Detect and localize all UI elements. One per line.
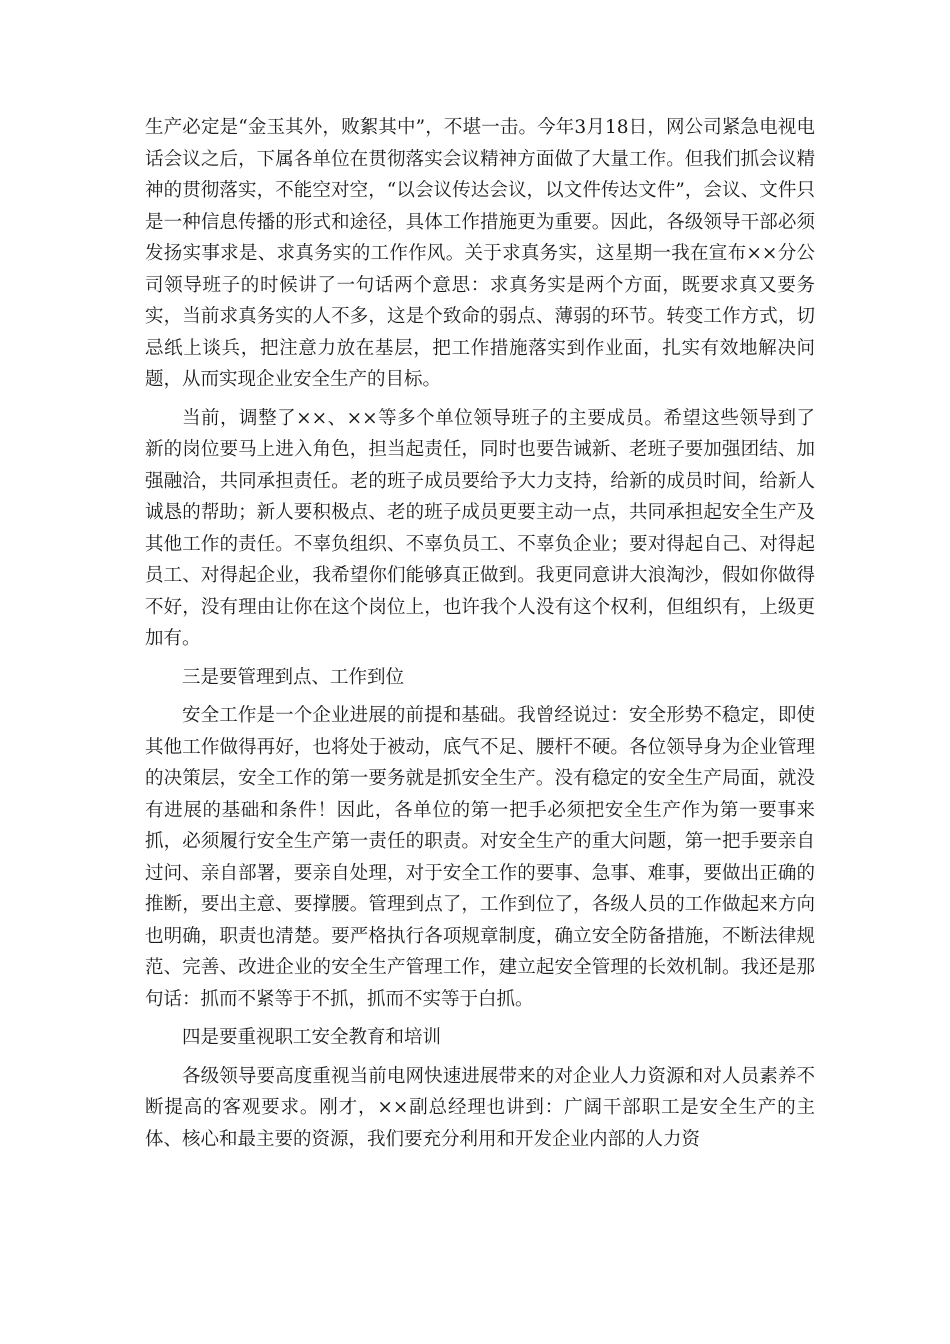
paragraph-4: 各级领导要高度重视当前电网快速进展带来的对企业人力资源和对人员素养不断提高的客观要求。刚才，××副总经理也讲到：广阔干部职工是安全生产的主体、核心和最主要的资源，我们要充分利用和开发企业内部的人力资 xyxy=(145,1065,815,1150)
paragraph-1: 生产必定是“金玉其外，败絮其中”，不堪一击。今年3月18日，网公司紧急电视电话会议之后，下属各单位在贯彻落实会议精神方面做了大量工作。但我们抓会议精神的贯彻落实，不能空对空，“以会议传达会议，以文件传达文件”，会议、文件只是一种信息传播的形式和途径，具体工作措施更为重要。因此，各级领导干部必须发扬实事求是、求真务实的工作作风。关于求真务实，这星期一我在宣布××分公司领导班子的时候讲了一句话两个意思：求真务实是两个方面，既要求真又要务实，当前求真务实的人不多，这是个致命的弱点、薄弱的环节。转变工作方式，切忌纸上谈兵，把注意力放在基层，把工作措施落实到作业面，扎实有效地解决问题，从而实现企业安全生产的目标。 xyxy=(145,117,815,390)
paragraph-2: 当前，调整了××、××等多个单位领导班子的主要成员。希望这些领导到了新的岗位要马上进入角色，担当起责任，同时也要告诫新、老班子要加强团结、加强融洽，共同承担责任。老的班子成员要给予大力支持，给新的成员时间，给新人诚恳的帮助；新人要积极点、老的班子成员更要主动一点，共同承担起安全生产及其他工作的责任。不辜负组织、不辜负员工、不辜负企业；要对得起自己、对得起员工、对得起企业，我希望你们能够真正做到。我更同意讲大浪淘沙，假如你做得不好，没有理由让你在这个岗位上，也许我个人没有这个权利，但组织有，上级更加有。 xyxy=(145,407,815,649)
section-heading-3: 三是要管理到点、工作到位 xyxy=(182,666,405,688)
section-heading-4: 四是要重视职工安全教育和培训 xyxy=(182,1027,442,1048)
document-page xyxy=(145,112,815,1162)
paragraph-3: 安全工作是一个企业进展的前提和基础。我曾经说过：安全形势不稳定，即使其他工作做得再好，也将处于被动，底气不足、腰杆不硬。各位领导身为企业管理的决策层，安全工作的第一要务就是抓安全生产。没有稳定的安全生产局面，就没有进展的基础和条件！因此，各单位的第一把手必须把安全生产作为第一要事来抓，必须履行安全生产第一责任的职责。对安全生产的重大问题，第一把手要亲自过问、亲自部署，要亲自处理，对于安全工作的要事、急事、难事，要做出正确的推断，要出主意、要撑腰。管理到点了，工作到位了，各级人员的工作做起来方向也明确，职责也清楚。要严格执行各项规章制度，确立安全防备措施，不断法律规范、完善、改进企业的安全生产管理工作，建立起安全管理的长效机制。我还是那句话：抓而不紧等于不抓，抓而不实等于白抓。 xyxy=(145,705,815,1010)
